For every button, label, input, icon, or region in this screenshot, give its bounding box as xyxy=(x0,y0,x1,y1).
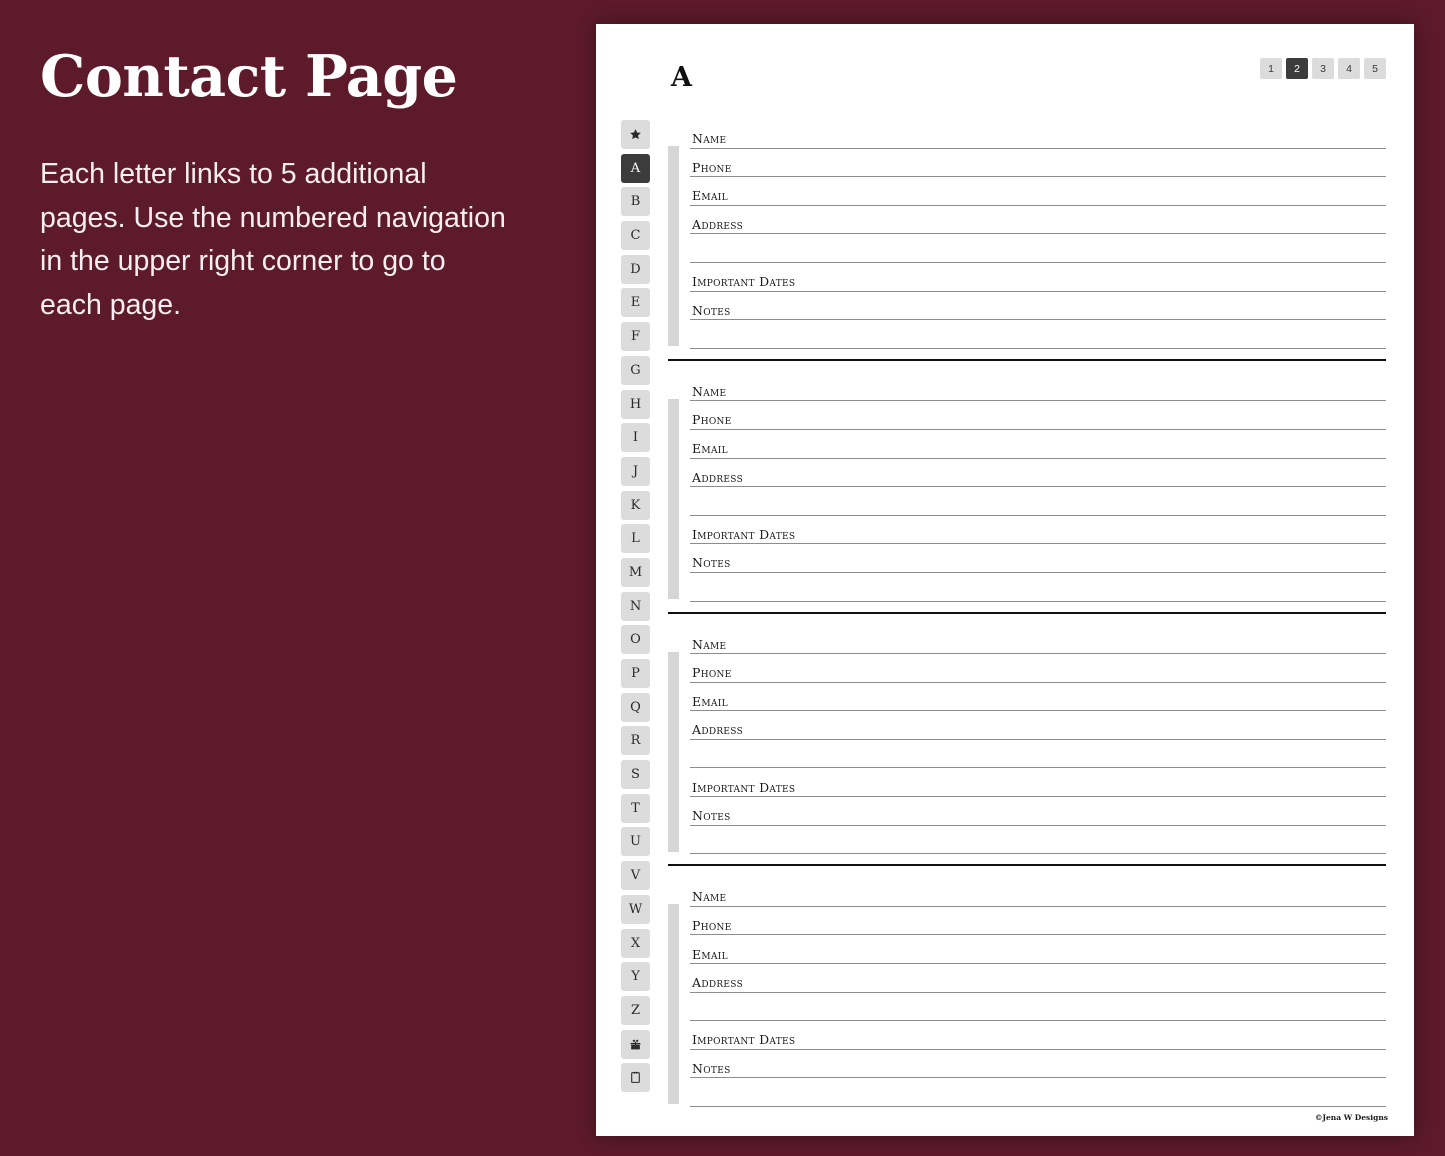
contact-field-important-dates[interactable] xyxy=(690,768,1386,797)
field-label: Important Dates xyxy=(692,1032,796,1048)
contact-field-phone[interactable] xyxy=(690,907,1386,936)
contact-field-email[interactable] xyxy=(690,177,1386,206)
page-number-nav[interactable] xyxy=(1260,58,1386,79)
field-label: Phone xyxy=(692,412,732,428)
designer-credit: ©Jena W Designs xyxy=(1314,1113,1388,1122)
alpha-tab-M[interactable]: M xyxy=(621,558,650,587)
alpha-tab-F[interactable]: F xyxy=(621,322,650,351)
contact-field-email[interactable] xyxy=(690,430,1386,459)
alpha-tab-Z[interactable]: Z xyxy=(621,996,650,1025)
field-label: Name xyxy=(692,131,727,147)
contact-block xyxy=(668,120,1386,349)
contact-field-important-dates[interactable] xyxy=(690,1021,1386,1050)
alpha-tab-D[interactable]: D xyxy=(621,255,650,284)
contact-field-important-dates[interactable] xyxy=(690,263,1386,292)
alpha-tab-I[interactable]: I xyxy=(621,423,650,452)
field-label: Email xyxy=(692,188,728,204)
contact-field-address[interactable] xyxy=(690,964,1386,993)
contact-write-line[interactable] xyxy=(690,320,1386,349)
page-nav-2[interactable]: 2 xyxy=(1286,58,1308,79)
page-nav-5[interactable]: 5 xyxy=(1364,58,1386,79)
gift-icon[interactable] xyxy=(621,1030,650,1059)
contact-field-notes[interactable] xyxy=(690,292,1386,321)
star-icon[interactable] xyxy=(621,120,650,149)
alpha-tab-B[interactable]: B xyxy=(621,187,650,216)
field-label: Address xyxy=(692,469,744,485)
alpha-tab-R[interactable]: R xyxy=(621,726,650,755)
alpha-tab-J[interactable]: J xyxy=(621,457,650,486)
contact-field-name[interactable] xyxy=(690,626,1386,655)
contact-field-notes[interactable] xyxy=(690,797,1386,826)
alpha-tab-O[interactable]: O xyxy=(621,625,650,654)
contact-entries xyxy=(668,120,1386,1107)
alpha-tab-G[interactable]: G xyxy=(621,356,650,385)
field-label: Important Dates xyxy=(692,274,796,290)
alpha-tab-W[interactable]: W xyxy=(621,895,650,924)
contact-page-sheet xyxy=(596,24,1414,1136)
page-nav-1[interactable]: 1 xyxy=(1260,58,1282,79)
field-label: Name xyxy=(692,636,727,652)
contact-write-line[interactable] xyxy=(690,234,1386,263)
alpha-tab-H[interactable]: H xyxy=(621,390,650,419)
contact-block-spine xyxy=(668,146,679,346)
field-label: Name xyxy=(692,889,727,905)
contact-write-line[interactable] xyxy=(690,740,1386,769)
alpha-tab-S[interactable]: S xyxy=(621,760,650,789)
sheet-header xyxy=(596,24,1414,102)
field-label: Important Dates xyxy=(692,526,796,542)
field-label: Notes xyxy=(692,1060,731,1076)
contact-field-name[interactable] xyxy=(690,373,1386,402)
contact-write-line[interactable] xyxy=(690,487,1386,516)
contact-field-name[interactable] xyxy=(690,120,1386,149)
contact-block-divider xyxy=(668,864,1386,866)
alphabet-tab-strip[interactable] xyxy=(621,120,650,1092)
contact-block xyxy=(668,373,1386,602)
field-label: Email xyxy=(692,946,728,962)
alpha-tab-U[interactable]: U xyxy=(621,827,650,856)
promo-panel xyxy=(0,0,596,1156)
contact-block xyxy=(668,626,1386,855)
field-label: Address xyxy=(692,975,744,991)
alpha-tab-E[interactable]: E xyxy=(621,288,650,317)
field-label: Notes xyxy=(692,555,731,571)
field-label: Notes xyxy=(692,302,731,318)
contact-write-line[interactable] xyxy=(690,993,1386,1022)
alpha-tab-K[interactable]: K xyxy=(621,491,650,520)
contact-block-divider xyxy=(668,359,1386,361)
field-label: Name xyxy=(692,383,727,399)
contact-field-phone[interactable] xyxy=(690,401,1386,430)
alpha-tab-N[interactable]: N xyxy=(621,592,650,621)
alpha-tab-A[interactable]: A xyxy=(621,154,650,183)
field-label: Address xyxy=(692,216,744,232)
contact-field-email[interactable] xyxy=(690,683,1386,712)
contact-field-important-dates[interactable] xyxy=(690,516,1386,545)
field-label: Important Dates xyxy=(692,779,796,795)
alpha-tab-P[interactable]: P xyxy=(621,659,650,688)
contact-field-address[interactable] xyxy=(690,711,1386,740)
contact-block-spine xyxy=(668,652,679,852)
contact-field-email[interactable] xyxy=(690,935,1386,964)
contact-field-notes[interactable] xyxy=(690,544,1386,573)
contact-write-line[interactable] xyxy=(690,826,1386,855)
field-label: Phone xyxy=(692,159,732,175)
alpha-tab-L[interactable]: L xyxy=(621,524,650,553)
contact-block-spine xyxy=(668,904,679,1104)
field-label: Email xyxy=(692,441,728,457)
field-label: Phone xyxy=(692,665,732,681)
letter-heading: A xyxy=(671,62,692,93)
field-label: Email xyxy=(692,693,728,709)
alpha-tab-X[interactable]: X xyxy=(621,929,650,958)
field-label: Phone xyxy=(692,917,732,933)
alpha-tab-Y[interactable]: Y xyxy=(621,962,650,991)
contact-block-spine xyxy=(668,399,679,599)
alpha-tab-T[interactable]: T xyxy=(621,794,650,823)
contact-field-address[interactable] xyxy=(690,206,1386,235)
field-label: Notes xyxy=(692,808,731,824)
contact-write-line[interactable] xyxy=(690,1078,1386,1107)
page-title: Contact Page xyxy=(40,43,458,110)
alpha-tab-V[interactable]: V xyxy=(621,861,650,890)
contact-field-phone[interactable] xyxy=(690,654,1386,683)
page-nav-4[interactable]: 4 xyxy=(1338,58,1360,79)
page-nav-3[interactable]: 3 xyxy=(1312,58,1334,79)
alpha-tab-Q[interactable]: Q xyxy=(621,693,650,722)
contact-field-address[interactable] xyxy=(690,459,1386,488)
alpha-tab-C[interactable]: C xyxy=(621,221,650,250)
contact-field-phone[interactable] xyxy=(690,149,1386,178)
contact-block-divider xyxy=(668,612,1386,614)
promo-description: Each letter links to 5 additional pages. Use the numbered navigation in the upper right corner to go to each page. xyxy=(40,158,506,321)
contact-field-name[interactable] xyxy=(690,878,1386,907)
contact-block xyxy=(668,878,1386,1107)
field-label: Address xyxy=(692,722,744,738)
contact-write-line[interactable] xyxy=(690,573,1386,602)
notebook-icon[interactable] xyxy=(621,1063,650,1092)
contact-field-notes[interactable] xyxy=(690,1050,1386,1079)
